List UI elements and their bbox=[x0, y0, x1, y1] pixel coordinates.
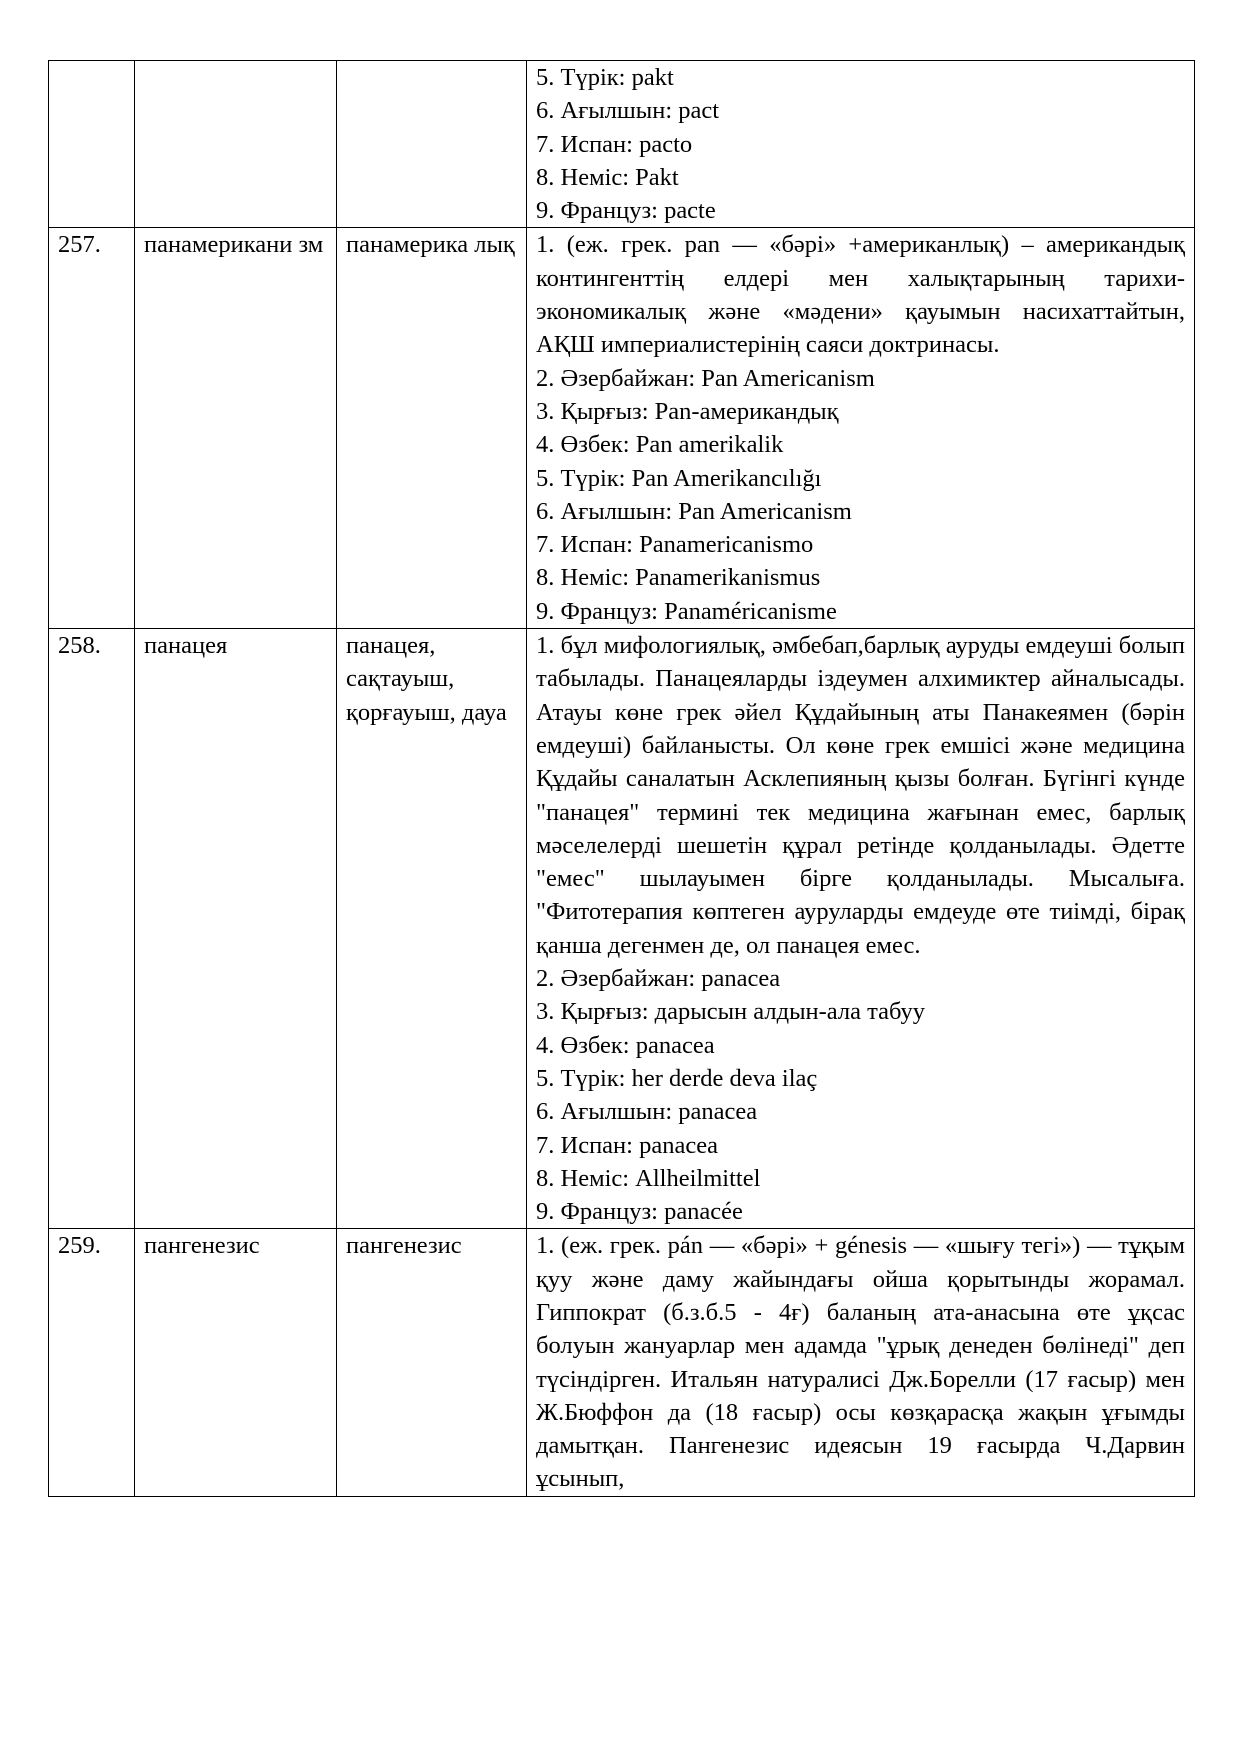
translation-line: 3. Қырғыз: дарысын алдын-ала табуу bbox=[536, 998, 926, 1026]
entry-number: 259. bbox=[49, 1229, 135, 1496]
translation-line: 2. Әзербайжан: Pan Americanism bbox=[536, 364, 875, 392]
entry-definition-cell bbox=[527, 228, 1195, 629]
translation-line: 6. Ағылшын: panacea bbox=[536, 1098, 758, 1126]
entry-term: панамерикани зм bbox=[135, 228, 337, 629]
translation-line: 9. Француз: Panaméricanisme bbox=[536, 597, 837, 625]
translation-line: 2. Әзербайжан: panacea bbox=[536, 965, 781, 993]
translation-line: 5. Түрік: her derde deva ilaç bbox=[536, 1064, 818, 1092]
translation-line: 7. Испан: pacto bbox=[536, 130, 693, 158]
translation-line: 8. Неміс: Allheilmittel bbox=[536, 1164, 761, 1192]
entry-number bbox=[49, 61, 135, 228]
entry-kazakh: панамерика лық bbox=[337, 228, 527, 629]
translation-line: 4. Өзбек: Pan amerikalik bbox=[536, 431, 784, 459]
translation-line: 6. Ағылшын: pact bbox=[536, 97, 720, 125]
table-row bbox=[49, 1229, 1195, 1496]
entry-kazakh: пангенезис bbox=[337, 1229, 527, 1496]
translation-line: 5. Түрік: Pan Amerikancılığı bbox=[536, 464, 822, 492]
table-row bbox=[49, 228, 1195, 629]
translation-line: 9. Француз: pacte bbox=[536, 197, 716, 225]
translation-line: 7. Испан: panacea bbox=[536, 1131, 718, 1159]
dictionary-table bbox=[48, 60, 1195, 1497]
entry-term bbox=[135, 61, 337, 228]
table-row bbox=[49, 629, 1195, 1229]
entry-definition-cell bbox=[527, 1229, 1195, 1496]
entry-kazakh bbox=[337, 61, 527, 228]
translation-line: 8. Неміс: Panamerikanismus bbox=[536, 564, 821, 592]
definition-text: 1. бұл мифологиялық, әмбебап,барлық ауруды емдеуші болып табылады. Панацеяларды іздеумен алхимиктер айналысады. Атауы көне грек әйел Құдайының аты Панакеямен (бәрін емдеуші) байланысты. Ол көне грек емшісі және медицина Құдайы саналатын Асклепияның қызы болған. Бүгінгі күнде "панацея" термині тек медицина жағынан емес, барлық мәселелерді шешетін құрал ретінде қолданылады. Әдетте "емес" шылауымен бірге қолданылады. Мысалыға. "Фитотерапия көптеген ауруларды емдеуде өте тиімді, бірақ қанша дегенмен де, ол панацея емес. bbox=[536, 632, 1185, 959]
translation-line: 3. Қырғыз: Pan-американдық bbox=[536, 397, 839, 425]
table-row bbox=[49, 61, 1195, 228]
document-page bbox=[48, 60, 1194, 1497]
definition-text: 1. (еж. грек. pan — «бәрі» +американлық) – американдық контингенттің елдері мен халықтарының тарихи-экономикалық және «мәдени» қауымын насихаттайтын, АҚШ империалистерінің саяси доктринасы. bbox=[536, 231, 1185, 359]
entry-number: 257. bbox=[49, 228, 135, 629]
entry-number: 258. bbox=[49, 629, 135, 1229]
entry-definition-cell bbox=[527, 61, 1195, 228]
translation-line: 5. Түрік: pakt bbox=[536, 64, 674, 91]
entry-definition-cell bbox=[527, 629, 1195, 1229]
translation-line: 7. Испан: Panamericanismo bbox=[536, 531, 814, 559]
translation-line: 9. Француз: panacée bbox=[536, 1198, 743, 1226]
translation-line: 6. Ағылшын: Pan Americanism bbox=[536, 497, 852, 525]
entry-kazakh: панацея, сақтауыш, қорғауыш, дауа bbox=[337, 629, 527, 1229]
entry-term: панацея bbox=[135, 629, 337, 1229]
entry-term: пангенезис bbox=[135, 1229, 337, 1496]
translation-line: 8. Неміс: Pakt bbox=[536, 163, 679, 191]
translation-line: 4. Өзбек: panacea bbox=[536, 1031, 715, 1059]
definition-text: 1. (еж. грек. pán — «бәрі» + génesis — «шығу тегі») — тұқым қуу және даму жайындағы ойша қорытынды жорамал. Гиппократ (б.з.б.5 - 4ғ) баланың ата-анасына өте ұқсас болуын жануарлар мен адамда "ұрық денеден бөлінеді" деп түсіндірген. Итальян натуралисі Дж.Борелли (17 ғасыр) мен Ж.Бюффон да (18 ғасыр) осы көзқарасқа жақын ұғымды дамытқан. Пангенезис идеясын 19 ғасырда Ч.Дарвин ұсынып, bbox=[536, 1232, 1185, 1493]
